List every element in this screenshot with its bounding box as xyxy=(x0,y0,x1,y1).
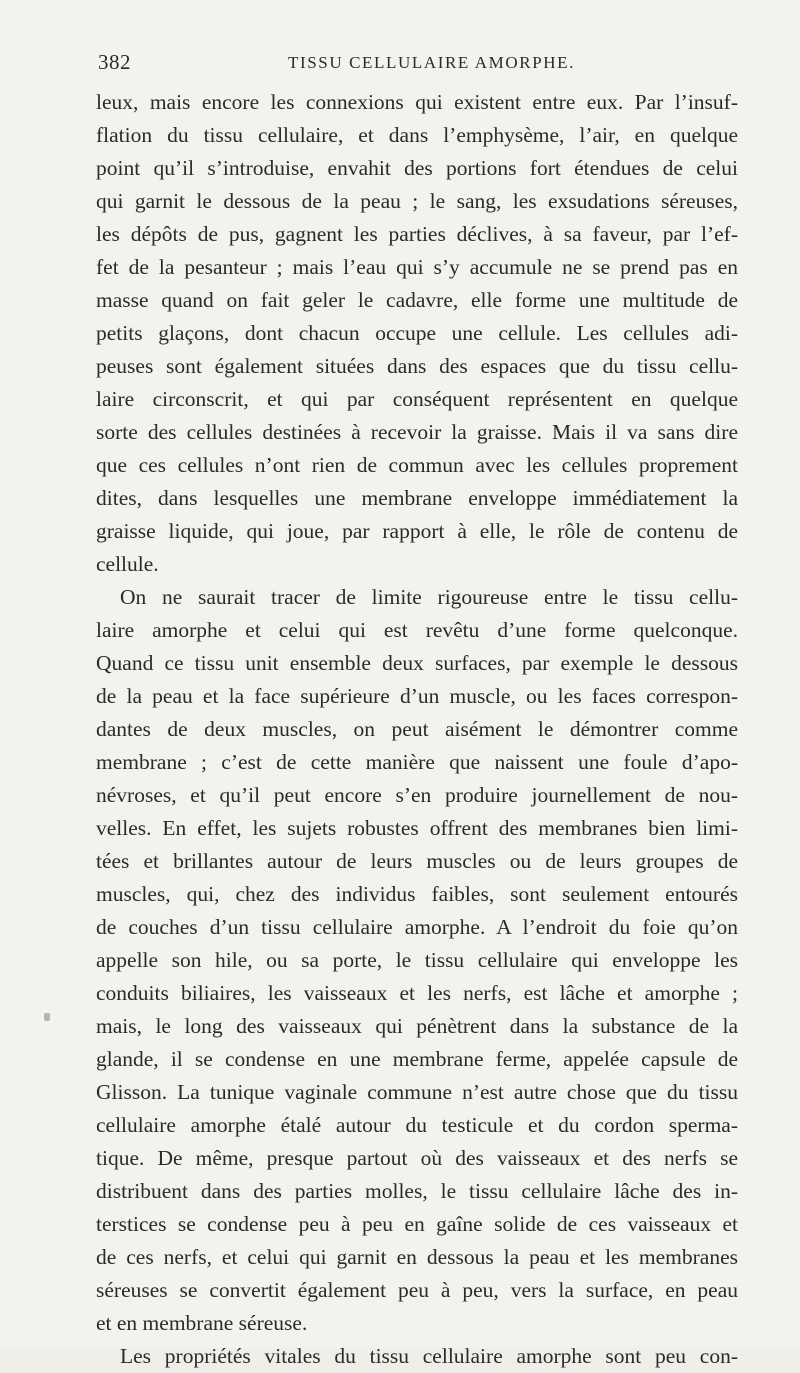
text-line: tées et brillantes autour de leurs muscles ou de leurs groupes de xyxy=(96,849,738,873)
text-line: et en membrane séreuse. xyxy=(96,1311,308,1335)
text-line: les dépôts de pus, gagnent les parties déclives, à sa faveur, par l’ef- xyxy=(96,222,738,246)
text-line: glande, il se condense en une membrane ferme, appelée capsule de xyxy=(96,1047,738,1071)
text-line: flation du tissu cellulaire, et dans l’emphysème, l’air, en quelque xyxy=(96,123,738,147)
text-line: séreuses se convertit également peu à peu, vers la surface, en peau xyxy=(96,1278,738,1302)
text-line: leux, mais encore les connexions qui existent entre eux. Par l’insuf- xyxy=(96,90,738,114)
running-title: TISSU CELLULAIRE AMORPHE. xyxy=(288,53,575,72)
text-line: cellule. xyxy=(96,552,159,576)
text-line: appelle son hile, ou sa porte, le tissu cellulaire qui enveloppe les xyxy=(96,948,738,972)
text-line: masse quand on fait geler le cadavre, elle forme une multitude de xyxy=(96,288,738,312)
page-number: 382 xyxy=(98,50,131,74)
text-line: cellulaire amorphe étalé autour du testicule et du cordon sperma- xyxy=(96,1113,738,1137)
text-line: mais, le long des vaisseaux qui pénètrent dans la substance de la xyxy=(96,1014,738,1038)
text-line: muscles, qui, chez des individus faibles, sont seulement entourés xyxy=(96,882,738,906)
text-line: laire amorphe et celui qui est revêtu d’une forme quelconque. xyxy=(96,618,738,642)
text-line: tique. De même, presque partout où des vaisseaux et des nerfs se xyxy=(96,1146,738,1170)
text-line: Quand ce tissu unit ensemble deux surfaces, par exemple le dessous xyxy=(96,651,738,675)
text-line: terstices se condense peu à peu en gaîne solide de ces vaisseaux et xyxy=(96,1212,738,1236)
text-line: qui garnit le dessous de la peau ; le sang, les exsudations séreuses, xyxy=(96,189,738,213)
text-line: On ne saurait tracer de limite rigoureuse entre le tissu cellu- xyxy=(120,585,738,609)
text-line: Glisson. La tunique vaginale commune n’est autre chose que du tissu xyxy=(96,1080,738,1104)
text-line: peuses sont également situées dans des espaces que du tissu cellu- xyxy=(96,354,738,378)
text-line: laire circonscrit, et qui par conséquent représentent en quelque xyxy=(96,387,738,411)
text-line: sorte des cellules destinées à recevoir la graisse. Mais il va sans dire xyxy=(96,420,738,444)
text-line: velles. En effet, les sujets robustes offrent des membranes bien limi- xyxy=(96,816,738,840)
text-line: point qu’il s’introduise, envahit des portions fort étendues de celui xyxy=(96,156,738,180)
text-line: petits glaçons, dont chacun occupe une cellule. Les cellules adi- xyxy=(96,321,738,345)
text-line: distribuent dans des parties molles, le tissu cellulaire lâche des in- xyxy=(96,1179,738,1203)
text-line: de la peau et la face supérieure d’un muscle, ou les faces correspon- xyxy=(96,684,738,708)
text-line: névroses, et qu’il peut encore s’en produire journellement de nou- xyxy=(96,783,738,807)
margin-ink-mark xyxy=(44,1013,50,1021)
body-text xyxy=(96,86,738,1373)
text-line: de couches d’un tissu cellulaire amorphe. A l’endroit du foie qu’on xyxy=(96,915,738,939)
text-line: Les propriétés vitales du tissu cellulaire amorphe sont peu con- xyxy=(120,1344,738,1368)
text-line: dites, dans lesquelles une membrane enveloppe immédiatement la xyxy=(96,486,738,510)
text-line: dantes de deux muscles, on peut aisément le démontrer comme xyxy=(96,717,738,741)
text-line: membrane ; c’est de cette manière que naissent une foule d’apo- xyxy=(96,750,738,774)
text-line: de ces nerfs, et celui qui garnit en dessous la peau et les membranes xyxy=(96,1245,738,1269)
text-line: conduits biliaires, les vaisseaux et les nerfs, est lâche et amorphe ; xyxy=(96,981,738,1005)
text-line: que ces cellules n’ont rien de commun avec les cellules proprement xyxy=(96,453,738,477)
text-line: fet de la pesanteur ; mais l’eau qui s’y accumule ne se prend pas en xyxy=(96,255,738,279)
running-head xyxy=(98,50,738,76)
text-line: graisse liquide, qui joue, par rapport à elle, le rôle de contenu de xyxy=(96,519,738,543)
